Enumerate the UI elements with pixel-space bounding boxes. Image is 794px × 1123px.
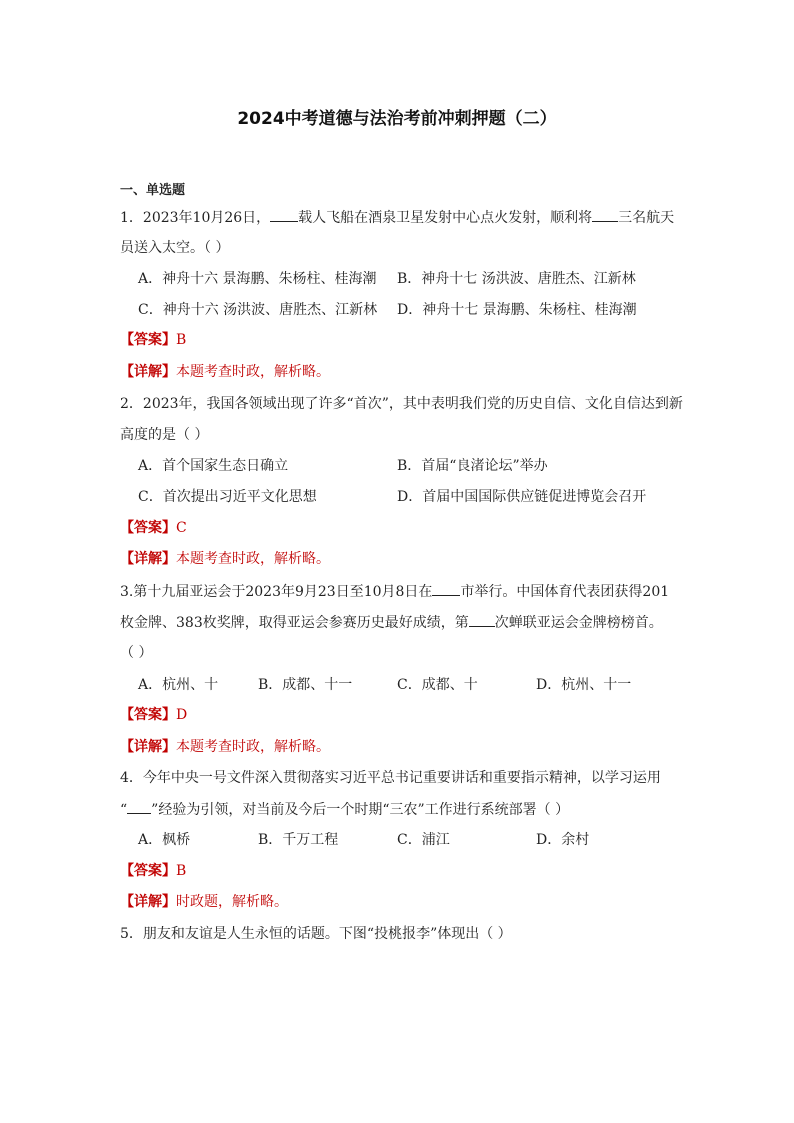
option-b: B．首届“良渚论坛”举办 <box>397 458 548 474</box>
option-a: A．神舟十六 景海鹏、朱杨柱、桂海潮 <box>138 271 377 287</box>
question-3-line-2: 枚金牌、383枚奖牌，取得亚运会参赛历史最好成绩，第 次蝉联亚运会金牌榜榜首。 <box>120 615 663 631</box>
answer-line: 【答案】D <box>120 707 188 723</box>
option-c: C．首次提出习近平文化思想 <box>138 489 317 505</box>
section-heading: 一、单选题 <box>120 183 186 198</box>
option-a: A．杭州、十 <box>138 677 219 693</box>
answer-blank <box>270 208 298 222</box>
option-b: B．千万工程 <box>258 832 339 848</box>
option-d: D．杭州、十一 <box>536 677 632 693</box>
option-d: D．余村 <box>536 832 590 848</box>
question-2-line-1: 2．2023年，我国各领域出现了许多“首次”，其中表明我们党的历史自信、文化自信达到新 <box>120 396 683 412</box>
answer-line: 【答案】C <box>120 520 187 536</box>
answer-blank <box>469 613 495 627</box>
option-a: A．枫桥 <box>138 832 191 848</box>
detail-line: 【详解】本题考查时政，解析略。 <box>120 551 330 567</box>
detail-line: 【详解】时政题，解析略。 <box>120 894 288 910</box>
question-1-line-1: 1．2023年10月26日， 载人飞船在酒泉卫星发射中心点火发射，顺利将 三名航天 <box>120 210 675 226</box>
option-d: D．神舟十七 景海鹏、朱杨柱、桂海潮 <box>397 302 637 318</box>
answer-blank <box>592 208 618 222</box>
question-5-line-1: 5．朋友和友谊是人生永恒的话题。下图“投桃报李”体现出（ ） <box>120 926 512 942</box>
question-3-line-1: 3.第十九届亚运会于2023年9月23日至10月8日在 市举行。中国体育代表团获得201 <box>120 584 670 600</box>
detail-line: 【详解】本题考查时政，解析略。 <box>120 739 330 755</box>
answer-blank <box>127 800 151 814</box>
option-b: B．神舟十七 汤洪波、唐胜杰、江新林 <box>397 271 636 287</box>
answer-blank <box>432 582 460 596</box>
answer-line: 【答案】B <box>120 863 187 879</box>
option-c: C．成都、十 <box>397 677 478 693</box>
option-a: A．首个国家生态日确立 <box>138 458 289 474</box>
option-b: B．成都、十一 <box>258 677 353 693</box>
question-3-line-3: （ ） <box>120 645 153 661</box>
option-c: C．神舟十六 汤洪波、唐胜杰、江新林 <box>138 302 378 318</box>
question-4-line-1: 4．今年中央一号文件深入贯彻落实习近平总书记重要讲话和重要指示精神，以学习运用 <box>120 770 661 786</box>
page-title: 2024中考道德与法治考前冲刺押题（二） <box>237 109 557 129</box>
detail-line: 【详解】本题考查时政，解析略。 <box>120 364 330 380</box>
option-d: D．首届中国国际供应链促进博览会召开 <box>397 489 647 505</box>
option-c: C．浦江 <box>397 832 450 848</box>
question-4-line-2: “ ”经验为引领，对当前及今后一个时期“三农”工作进行系统部署（ ） <box>120 802 570 818</box>
question-2-line-2: 高度的是（ ） <box>120 427 209 443</box>
answer-line: 【答案】B <box>120 332 187 348</box>
question-1-line-2: 员送入太空。（ ） <box>120 240 230 256</box>
